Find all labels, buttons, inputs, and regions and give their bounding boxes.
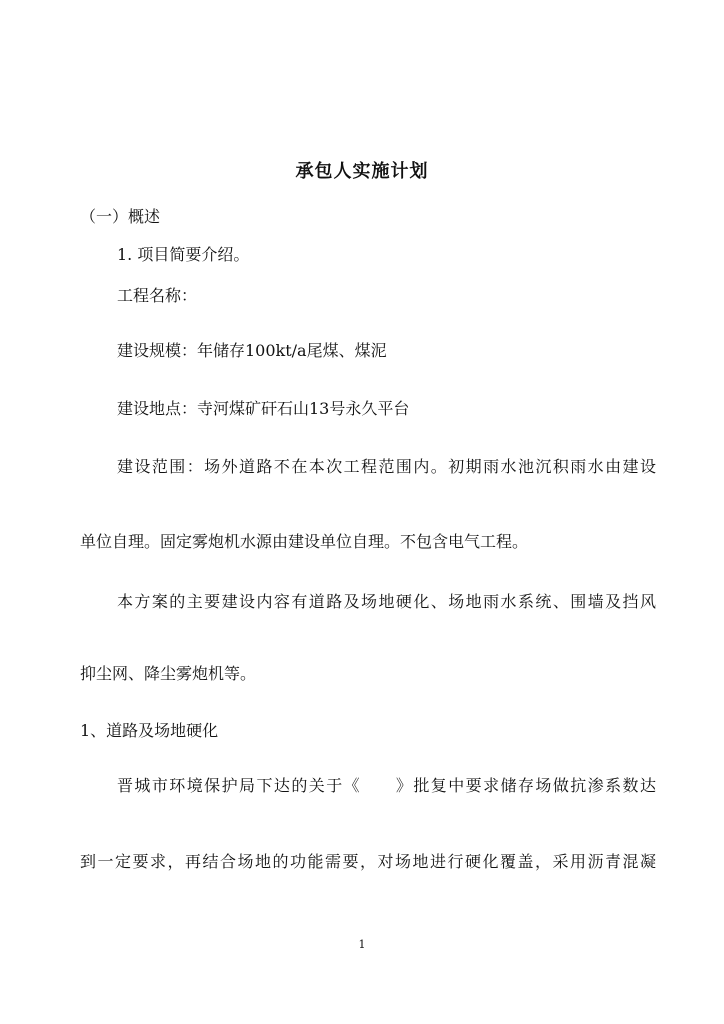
construction-content-line-1 (117, 591, 656, 613)
list-item-project-intro: 1. 项目简要介绍。 (117, 245, 250, 264)
roads-paragraph-line-2 (80, 851, 656, 873)
construction-content-line-2: 抑尘网、降尘雾炮机等。 (80, 664, 257, 683)
document-title: 承包人实施计划 (295, 161, 429, 182)
construction-location-line: 建设地点：寺河煤矿矸石山13号永久平台 (117, 399, 410, 418)
section-heading-overview: （一）概述 (80, 207, 161, 226)
construction-scope-line-1 (117, 456, 656, 478)
construction-content-text-1: 本方案的主要建设内容有道路及场地硬化、场地雨水系统、围墙及挡风 (117, 592, 656, 611)
construction-scope-line-2: 单位自理。固定雾炮机水源由建设单位自理。不包含电气工程。 (80, 532, 529, 551)
roads-paragraph-text-2: 到一定要求，再结合场地的功能需要，对场地进行硬化覆盖，采用沥青混凝 (80, 852, 656, 871)
roads-paragraph-text-1: 晋城市环境保护局下达的关于《 》批复中要求储存场做抗渗系数达 (117, 776, 656, 795)
construction-scale-line: 建设规模：年储存100kt/a尾煤、煤泥 (117, 341, 387, 360)
section-heading-roads: 1、道路及场地硬化 (80, 721, 219, 740)
construction-scope-text-1: 建设范围：场外道路不在本次工程范围内。初期雨水池沉积雨水由建设 (117, 457, 656, 476)
project-name-line: 工程名称： (117, 286, 198, 305)
roads-paragraph-line-1 (117, 775, 656, 797)
page-number: 1 (358, 938, 366, 951)
